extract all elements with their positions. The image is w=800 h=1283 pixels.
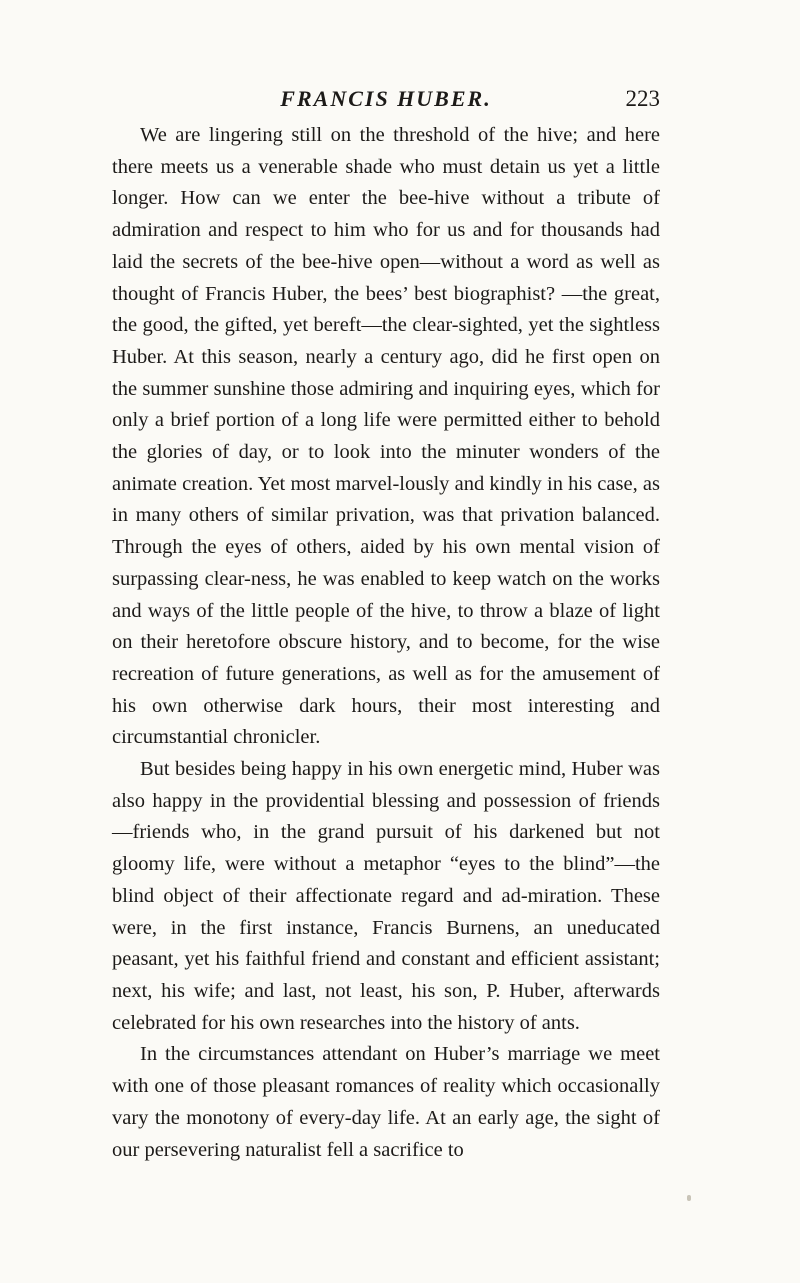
paragraph-2: But besides being happy in his own energetic mind, Huber was also happy in the providential blessing and possession of friends—friends who, in the grand pursuit of his darkened but not gloomy life, were without a metaphor “eyes to the blind”—the blind object of their affectionate regard and ad-miration. These were, in the first instance, Francis Burnens, an uneducated peasant, yet his faithful friend and constant and efficient assistant; next, his wife; and last, not least, his son, P. Huber, afterwards celebrated for his own researches into the history of ants. [112, 758, 660, 1034]
page-number: 223 [625, 86, 660, 111]
paper-speck [687, 1195, 691, 1201]
running-title: FRANCIS HUBER. [280, 86, 492, 111]
paragraph-3: In the circumstances attendant on Huber’s marriage we meet with one of those pleasant romances of reality which occasionally vary the monotony of every-day life. At an early age, the sight of our persevering naturalist fell a sacrifice to [112, 1043, 660, 1161]
paragraph-1: We are lingering still on the threshold of the hive; and here there meets us a venerable shade who must detain us yet a little longer. How can we enter the bee-hive without a tribute of admiration and respect to him who for us and for thousands had laid the secrets of the bee-hive open—without a word as well as thought of Francis Huber, the bees’ best biographist? —the great, the good, the gifted, yet bereft—the clear-sighted, yet the sightless Huber. At this season, nearly a century ago, did he first open on the summer sunshine those admiring and inquiring eyes, which for only a brief portion of a long life were permitted either to behold the glories of day, or to look into the minuter wonders of the animate creation. Yet most marvel-lously and kindly in his case, as in many others of similar privation, was that privation balanced. Through the eyes of others, aided by his own mental vision of surpassing clear-ness, he was enabled to keep watch on the works and ways of the little people of the hive, to throw a blaze of light on their heretofore obscure history, and to become, for the wise recreation of future generations, as well as for the amusement of his own otherwise dark hours, their most interesting and circumstantial chronicler. [112, 124, 660, 749]
running-head [112, 82, 660, 116]
body-text [112, 120, 660, 1166]
